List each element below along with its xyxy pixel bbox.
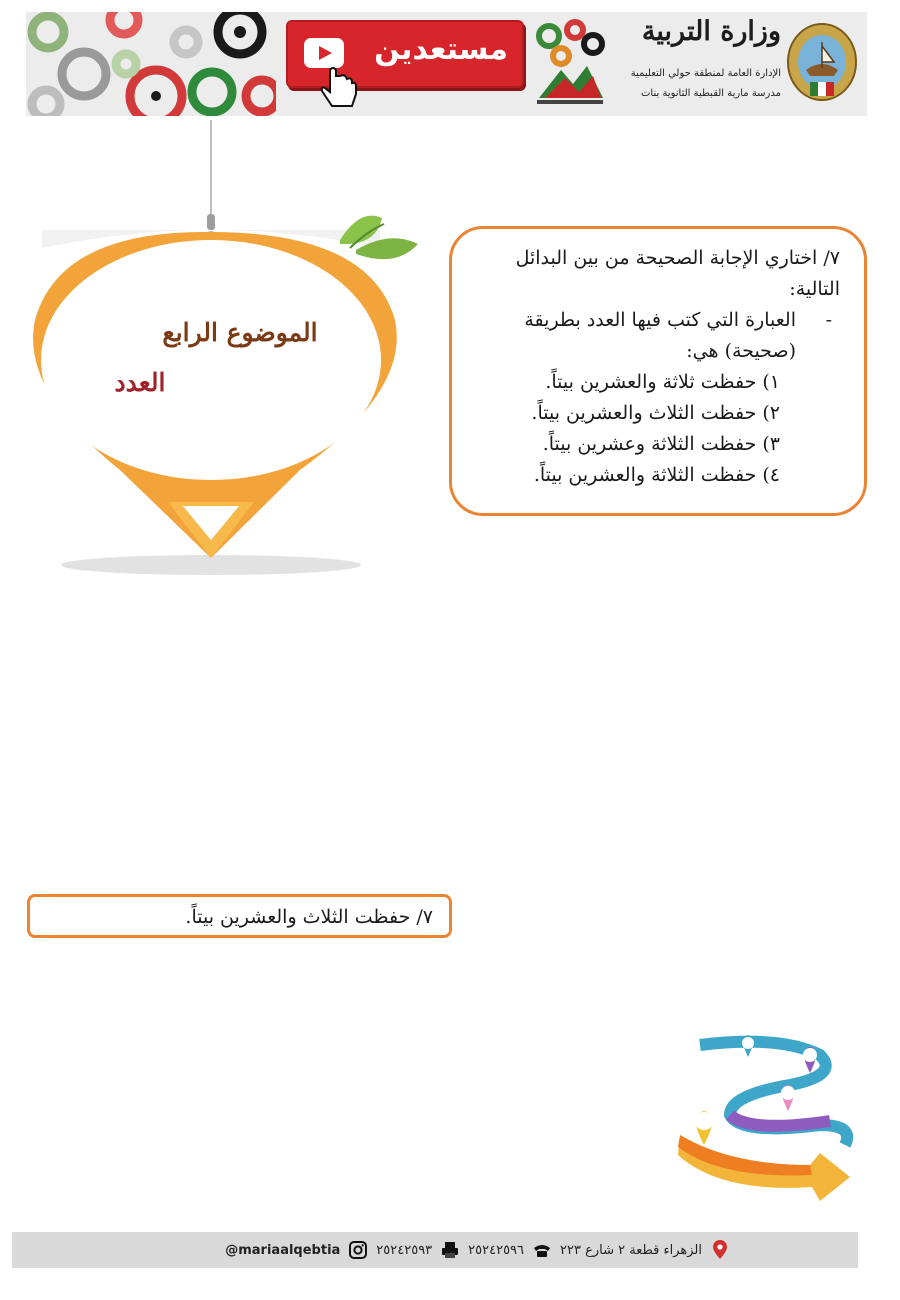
kuwait-emblem — [782, 18, 862, 110]
footer-instagram-handle[interactable]: @mariaalqebtia — [225, 1242, 341, 1258]
school-emblem — [531, 18, 609, 110]
topic-title: الموضوع الرابع — [162, 318, 318, 347]
answer-options — [470, 367, 840, 491]
gears-decoration — [26, 12, 276, 116]
footer-address: الزهراء قطعة ٢ شارع ٢٢٣ — [560, 1242, 702, 1258]
ministry-title: وزارة التربية — [641, 16, 781, 47]
map-pin-icon — [710, 1240, 730, 1260]
footer-contact-bar — [12, 1232, 858, 1268]
footer-phone: ٢٥٢٤٢٥٩٦ — [468, 1242, 525, 1258]
telephone-icon — [532, 1240, 552, 1260]
footer-fax: ٢٥٢٤٢٥٩٣ — [376, 1242, 433, 1258]
directorate-name: الإدارة العامة لمنطقة حولي التعليمية — [630, 68, 781, 79]
topic-heart-graphic — [0, 120, 430, 580]
school-name: مدرسة مارية القبطية الثانوية بنات — [641, 88, 781, 99]
footer-contacts — [225, 1232, 730, 1268]
question-prompt: ٧/ اختاري الإجابة الصحيحة من بين البدائل التالية: — [515, 247, 840, 300]
header-banner — [26, 12, 867, 116]
channel-button-label: مستعدين — [374, 32, 508, 67]
question-statement — [470, 305, 840, 367]
fax-icon — [440, 1240, 460, 1260]
answer-option: ٤) حفظت الثلاثة والعشرين بيتاً. — [533, 464, 780, 486]
answer-box — [27, 894, 452, 938]
answer-option: ٢) حفظت الثلاث والعشرين بيتاً. — [531, 402, 780, 424]
question-box — [449, 226, 867, 516]
instagram-icon[interactable] — [348, 1240, 368, 1260]
answer-option: ٣) حفظت الثلاثة وعشرين بيتاً. — [542, 433, 780, 455]
answer-option: ١) حفظت ثلاثة والعشرين بيتاً. — [545, 371, 780, 393]
pointing-hand-icon — [316, 64, 366, 114]
roadmap-graphic — [670, 1015, 855, 1205]
answer-text: ٧/ حفظت الثلاث والعشرين بيتاً. — [185, 906, 433, 928]
question-statement-text: العبارة التي كتب فيها العدد بطريقة (صحيحة) هي: — [524, 309, 796, 362]
topic-subject: العدد — [114, 368, 166, 397]
list-dash: - — [825, 309, 832, 331]
